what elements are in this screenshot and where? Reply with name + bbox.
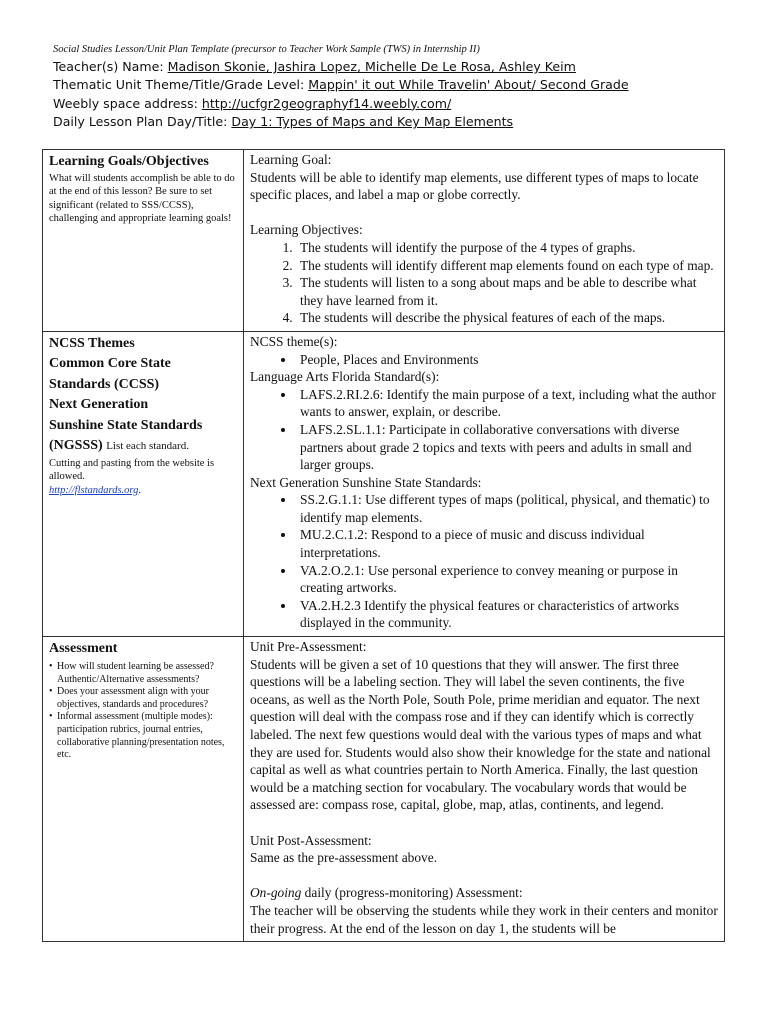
goals-heading: Learning Goals/Objectives xyxy=(49,154,209,169)
link-suffix: . xyxy=(138,484,141,496)
template-title: Social Studies Lesson/Unit Plan Template (precursor to Teacher Work Sample (TWS) in Internship II) xyxy=(53,44,480,55)
assessment-guidance-list xyxy=(49,661,237,762)
ngsss-list xyxy=(250,491,718,632)
list-item: • MU.2.C.1.2: Respond to a piece of music and discuss individual interpretations. xyxy=(296,526,718,561)
lesson-plan-table xyxy=(42,149,725,942)
assessment-row xyxy=(43,637,725,942)
teachers-value: Madison Skonie, Jashira Lopez, Michelle De Le Rosa, Ashley Keim xyxy=(167,59,576,74)
ngsss-heading: (NGSSS) xyxy=(49,438,103,454)
goal-text: Students will be able to identify map elements, use different types of maps to locate specific places, and label a map or globe correctly. xyxy=(250,169,699,203)
list-each-note: List each standard. xyxy=(106,440,189,453)
list-item: • People, Places and Environments xyxy=(296,351,718,369)
objectives-label: Learning Objectives: xyxy=(250,222,363,238)
list-item: • How will student learning be assessed? Authentic/Alternative assessments? xyxy=(49,661,237,686)
daily-line xyxy=(53,113,743,131)
assessment-right-cell xyxy=(244,637,725,942)
daily-label: Daily Lesson Plan Day/Title: xyxy=(53,114,228,130)
lafs-label: Language Arts Florida Standard(s): xyxy=(250,369,440,385)
pre-assessment-text: Students will be given a set of 10 questions that they will answer. The first three questions will be a labeling section. They will label the seven continents, the five oceans, as well as the North Pole, South Pole, prime meridian and equator. The next question will deal with the compass rose and if they can identify which is correctly labeled. The next few questions would deal with the various types of maps and what they are used for. Students would also show their knowledge for the state and national capital as well as what countries pertain to North America. Finally, the last question would be a matching section for vocabulary. The vocabulary words that would be assessed are: compass rose, capital, globe, map, atlas, continents, and legend. xyxy=(250,656,711,813)
spacer xyxy=(250,814,718,832)
ngsss-label: Next Generation Sunshine State Standards: xyxy=(250,474,482,490)
list-item: • SS.2.G.1.1: Use different types of maps (political, physical, and thematic) to identify map elements. xyxy=(296,491,718,526)
post-assessment-label: Unit Post-Assessment: xyxy=(250,832,372,848)
goals-row xyxy=(43,150,725,332)
lafs-list xyxy=(250,386,718,474)
standards-link-line xyxy=(49,484,237,497)
ongoing-italic: On-going xyxy=(250,885,302,901)
flstandards-link[interactable]: http://flstandards.org xyxy=(49,484,139,496)
pre-assessment-label: Unit Pre-Assessment: xyxy=(250,639,367,655)
list-item: 4. The students will describe the physical features of each of the maps. xyxy=(296,309,718,327)
daily-value: Day 1: Types of Maps and Key Map Elements xyxy=(231,114,514,130)
objectives-list xyxy=(250,239,718,327)
goals-right-cell xyxy=(244,150,725,332)
standards-heading-3: Standards (CCSS) xyxy=(49,376,160,392)
goals-left-cell xyxy=(43,150,244,332)
document-header xyxy=(53,44,743,132)
list-item: • VA.2.H.2.3 Identify the physical features or characteristics of artworks displayed in the community. xyxy=(296,597,718,632)
assessment-heading: Assessment xyxy=(49,641,118,657)
list-item: • VA.2.O.2.1: Use personal experience to convey meaning or purpose in creating artworks. xyxy=(296,562,718,597)
ncss-label: NCSS theme(s): xyxy=(250,333,338,349)
list-item: 3. The students will listen to a song about maps and be able to describe what they have learned from it. xyxy=(296,274,718,309)
standards-note: Cutting and pasting from the website is allowed. xyxy=(49,457,215,483)
goals-note: What will students accomplish be able to do at the end of this lesson? Be sure to set significant (related to SSS/CCSS), challenging and appropriate learning goals! xyxy=(49,173,235,225)
weebly-line xyxy=(53,95,743,113)
weebly-link[interactable]: http://ucfgr2geographyf14.weebly.com/ xyxy=(201,95,452,111)
standards-heading-4: Next Generation xyxy=(49,397,149,413)
standards-heading-6 xyxy=(49,436,237,457)
teachers-line xyxy=(53,58,743,76)
ongoing-label-rest: daily (progress-monitoring) Assessment: xyxy=(301,885,523,901)
goal-label: Learning Goal: xyxy=(250,152,332,167)
standards-right-cell xyxy=(244,331,725,636)
list-item: • Does your assessment align with your objectives, standards and procedures? xyxy=(49,686,237,711)
ncss-list xyxy=(250,351,718,369)
standards-heading-5: Sunshine State Standards xyxy=(49,417,203,433)
list-item: 2. The students will identify different map elements found on each type of map. xyxy=(296,257,718,275)
ongoing-text: The teacher will be observing the students while they work in their centers and monitor their progress. At the end of the lesson on day 1, the students will be xyxy=(250,902,718,936)
theme-line xyxy=(53,76,743,94)
list-item: • LAFS.2.RI.2.6: Identify the main purpose of a text, including what the author wants to answer, explain, or describe. xyxy=(296,386,718,421)
spacer xyxy=(250,867,718,885)
spacer xyxy=(250,204,718,222)
post-assessment-text: Same as the pre-assessment above. xyxy=(250,850,438,866)
theme-value: Mappin' it out While Travelin' About/ Second Grade xyxy=(308,77,629,93)
list-item: • Informal assessment (multiple modes): participation rubrics, journal entries, collaborative planning/presentation notes, etc. xyxy=(49,711,237,761)
theme-label: Thematic Unit Theme/Title/Grade Level: xyxy=(53,77,305,93)
weebly-label: Weebly space address: xyxy=(53,95,198,111)
standards-row xyxy=(43,331,725,636)
teachers-label: Teacher(s) Name: xyxy=(53,59,164,74)
ongoing-label xyxy=(250,884,718,902)
standards-left-cell xyxy=(43,331,244,636)
assessment-left-cell xyxy=(43,637,244,942)
standards-heading-2: Common Core State xyxy=(49,356,171,372)
standards-heading-1: NCSS Themes xyxy=(49,335,135,351)
list-item: • LAFS.2.SL.1.1: Participate in collaborative conversations with diverse partners about grade 2 topics and texts with peers and adults in small and larger groups. xyxy=(296,421,718,474)
list-item: 1. The students will identify the purpose of the 4 types of graphs. xyxy=(296,239,718,257)
